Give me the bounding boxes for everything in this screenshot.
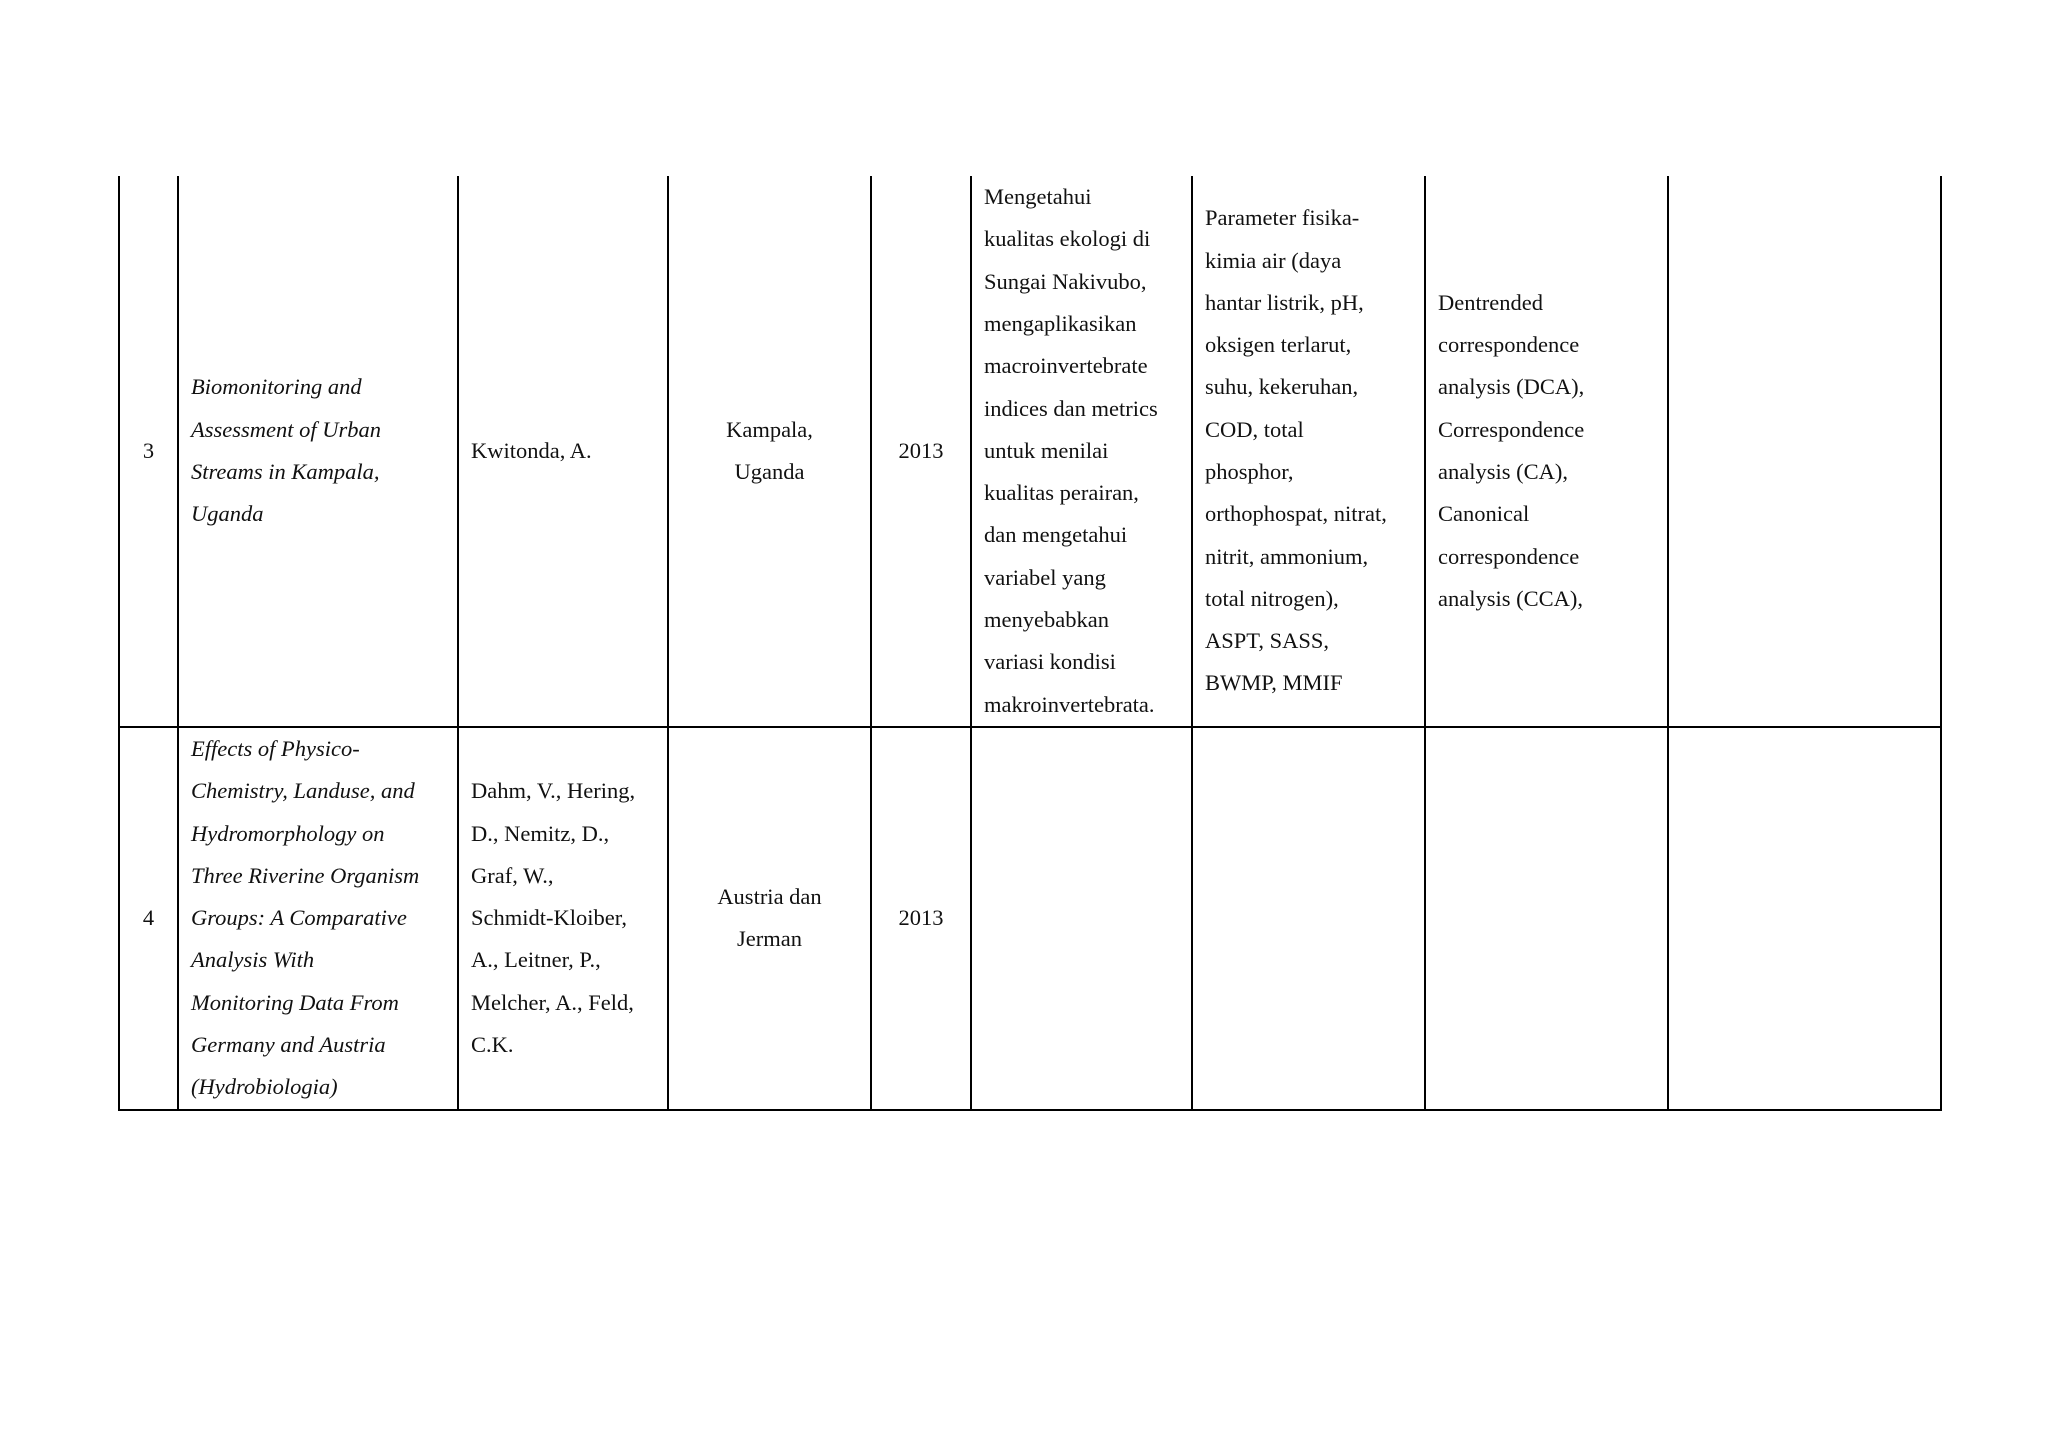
cell-result: [1668, 176, 1941, 727]
table-row: [119, 176, 1941, 727]
cell-analysis: [1425, 727, 1668, 1110]
cell-location: Austria dan Jerman: [668, 727, 871, 1110]
cell-number: 4: [119, 727, 178, 1110]
cell-analysis: Dentrended correspondence analysis (DCA), Correspondence analysis (CA), Canonical correspondence analysis (CCA),: [1425, 176, 1668, 727]
table-row: [119, 727, 1941, 1110]
literature-table: [118, 176, 1942, 1111]
cell-title: Effects of Physico- Chemistry, Landuse, and Hydromorphology on Three Riverine Organism Groups: A Comparative Analysis With Monitoring Data From Germany and Austria (Hydrobiologia): [178, 727, 458, 1110]
cell-parameters: Parameter fisika- kimia air (daya hantar listrik, pH, oksigen terlarut, suhu, kekeruhan, COD, total phosphor, orthophospat, nitrat, nitrit, ammonium, total nitrogen), ASPT, SASS, BWMP, MMIF: [1192, 176, 1425, 727]
cell-parameters: [1192, 727, 1425, 1110]
cell-aim: Mengetahui kualitas ekologi di Sungai Nakivubo, mengaplikasikan macroinvertebrate indices dan metrics untuk menilai kualitas perairan, dan mengetahui variabel yang menyebabkan variasi kondisi makroinvertebrata.: [971, 176, 1192, 727]
cell-number: 3: [119, 176, 178, 727]
cell-authors: Kwitonda, A.: [458, 176, 668, 727]
cell-title: Biomonitoring and Assessment of Urban Streams in Kampala, Uganda: [178, 176, 458, 727]
cell-year: 2013: [871, 727, 971, 1110]
cell-year: 2013: [871, 176, 971, 727]
cell-authors: Dahm, V., Hering, D., Nemitz, D., Graf, W., Schmidt-Kloiber, A., Leitner, P., Melcher, A., Feld, C.K.: [458, 727, 668, 1110]
cell-location: Kampala, Uganda: [668, 176, 871, 727]
cell-aim: [971, 727, 1192, 1110]
cell-result: [1668, 727, 1941, 1110]
